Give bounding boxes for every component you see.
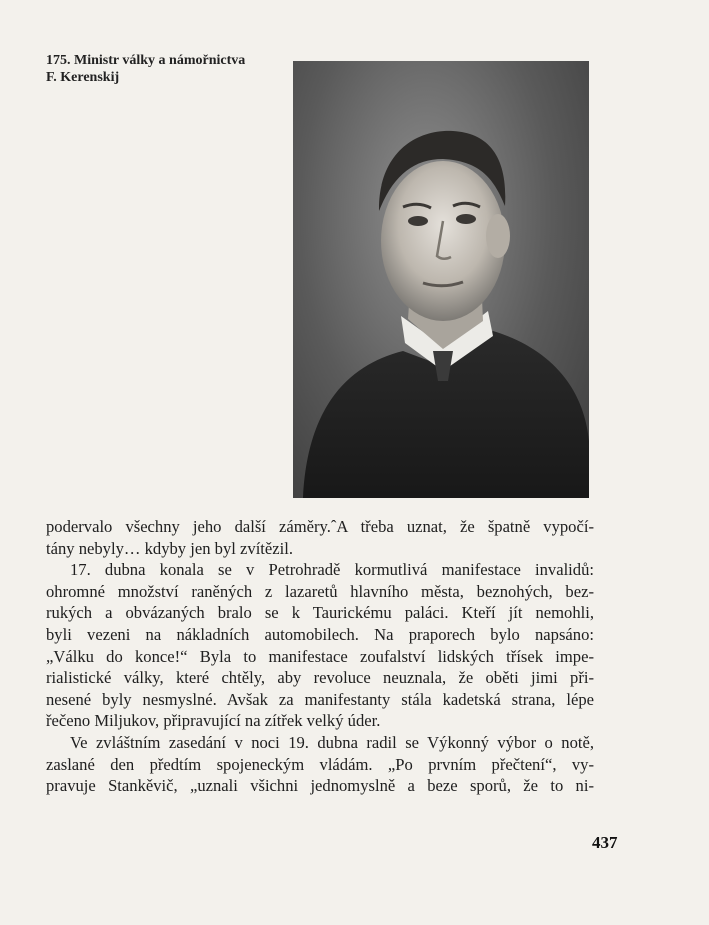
body-text [46,516,594,797]
text-line: pravuje Stankěvič, „uznali všichni jednomyslně a beze sporů, že to ni- [46,776,594,796]
text-line: tány nebyly… kdyby jen byl zvítězil. [46,538,294,558]
text-line: 17. dubna konala se v Petrohradě kormutlivá manifestace invalidů: [70,560,594,580]
page-number: 437 [592,833,618,852]
text-line: podervalo všechny jeho další záměry.ˆA třeba uznat, že špatně vypočí- [46,517,594,536]
portrait-illustration [293,61,589,498]
text-line: řečeno Miljukov, připravující na zítřek velký úder. [46,711,381,731]
portrait-photo [293,61,589,498]
text-line: nesené byly nesmyslné. Avšak za manifestanty stála kadetská strana, lépe [46,689,594,709]
caption-line-2: F. Kerenskij [46,70,120,85]
text-line: rukých a obvázaných bralo se k Taurickému paláci. Kteří jít nemohli, [46,603,594,623]
paragraph-3 [46,732,594,797]
paragraph-1 [46,516,594,559]
text-line: zaslané den předtím spojeneckým vládám. „Po prvním přečtení“, vy- [46,754,594,774]
text-line: Ve zvláštním zasedání v noci 19. dubna radil se Výkonný výbor o notě, [70,732,594,752]
text-line: „Válku do konce!“ Byla to manifestace zoufalství lidských třísek impe- [46,646,594,666]
caption-line-1: 175. Ministr války a námořnictva [46,53,246,68]
figure-caption [46,52,296,86]
text-line: rialistické války, které chtěly, aby revoluce neuznala, že oběti jimi při- [46,668,594,688]
text-line: ohromné množství raněných z lazaretů hlavního města, beznohých, bez- [46,581,594,601]
text-line: byli vezeni na nákladních automobilech. Na praporech bylo napsáno: [46,624,594,644]
paragraph-2 [46,559,594,732]
